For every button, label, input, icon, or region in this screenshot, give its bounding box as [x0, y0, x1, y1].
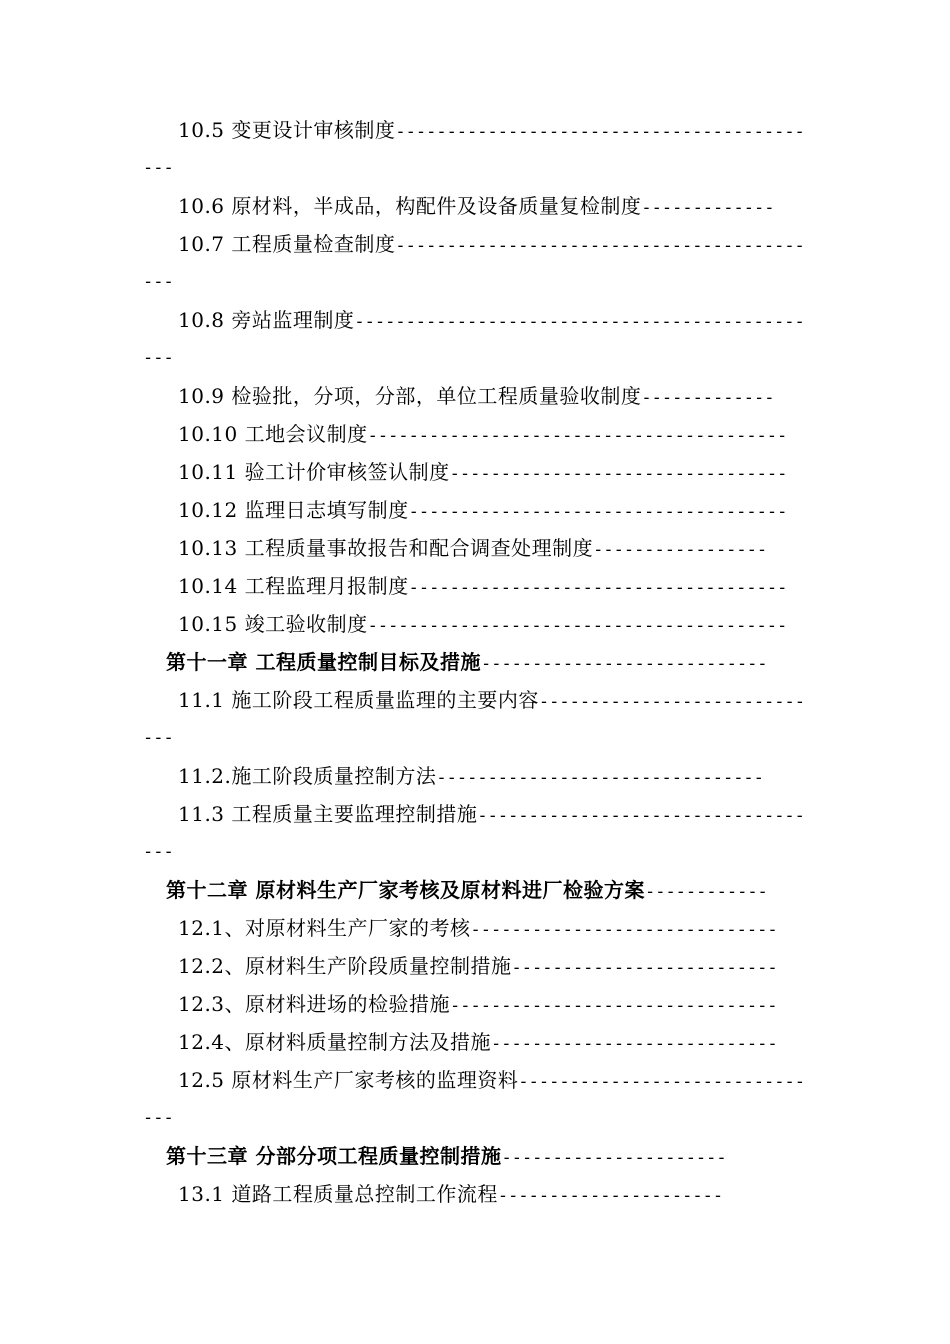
toc-leader: --------------------------: [538, 692, 805, 712]
toc-entry-title: 13.1 道路工程质量总控制工作流程: [178, 1182, 498, 1206]
toc-leader: -------------: [641, 198, 775, 218]
toc-entry-title: 10.10 工地会议制度: [178, 422, 368, 446]
toc-entry-13-1: [178, 1181, 723, 1209]
toc-entry-10-14: [178, 573, 787, 601]
toc-entry-10-10: [178, 421, 787, 449]
toc-leader-wrap: ---: [143, 728, 174, 748]
toc-entry-10-8: [178, 307, 805, 335]
toc-entry-title: 11.1 施工阶段工程质量监理的主要内容: [178, 688, 539, 712]
toc-chapter-13: [166, 1143, 727, 1171]
toc-entry-12-1: [178, 915, 778, 943]
toc-leader: -------------------------------------: [408, 502, 788, 522]
toc-chapter-12: [166, 877, 768, 905]
toc-entry-title: 11.3 工程质量主要监理控制措施: [178, 802, 478, 826]
toc-entry-title: 12.2、原材料生产阶段质量控制措施: [178, 954, 512, 978]
toc-leader: --------------------------------------------: [354, 312, 805, 332]
toc-entry-11-3: [178, 801, 805, 829]
toc-entry-12-3: [178, 991, 778, 1019]
toc-leader: ----------------------: [497, 1186, 724, 1206]
toc-leader: ----------------------------: [480, 654, 768, 674]
toc-leader: --------------------------------: [436, 768, 764, 788]
toc-entry-title: 12.3、原材料进场的检验措施: [178, 992, 451, 1016]
toc-entry-title: 11.2.施工阶段质量控制方法: [178, 764, 437, 788]
toc-leader: ----------------------------------------: [395, 236, 805, 256]
toc-entry-title: 10.6 原材料，半成品，构配件及设备质量复检制度: [178, 194, 642, 218]
toc-entry-title: 12.4、原材料质量控制方法及措施: [178, 1030, 492, 1054]
toc-leader: ----------------------: [501, 1148, 727, 1168]
toc-leader: --------------------------: [511, 958, 778, 978]
toc-leader: -------------: [641, 388, 775, 408]
toc-leader: --------------------------------: [450, 996, 778, 1016]
toc-entry-10-5: [178, 117, 805, 145]
toc-entry-title: 10.7 工程质量检查制度: [178, 232, 396, 256]
toc-entry-title: 10.12 监理日志填写制度: [178, 498, 409, 522]
toc-entry-12-2: [178, 953, 778, 981]
toc-entry-title: 10.9 检验批，分项，分部，单位工程质量验收制度: [178, 384, 642, 408]
toc-entry-10-13: [178, 535, 767, 563]
toc-leader-wrap: ---: [143, 1108, 174, 1128]
toc-chapter-title: 第十三章 分部分项工程质量控制措施: [166, 1144, 502, 1168]
toc-leader: ----------------------------: [491, 1034, 778, 1054]
toc-entry-10-12: [178, 497, 787, 525]
toc-entry-title: 10.14 工程监理月报制度: [178, 574, 409, 598]
toc-entry-10-15: [178, 611, 787, 639]
toc-entry-11-2: [178, 763, 764, 791]
toc-entry-title: 10.8 旁站监理制度: [178, 308, 355, 332]
toc-entry-10-9: [178, 383, 774, 411]
toc-leader: ------------------------------: [470, 920, 778, 940]
toc-entry-title: 12.5 原材料生产厂家考核的监理资料: [178, 1068, 519, 1092]
toc-chapter-title: 第十二章 原材料生产厂家考核及原材料进厂检验方案: [166, 878, 645, 902]
toc-leader-wrap: ---: [143, 348, 174, 368]
toc-entry-12-4: [178, 1029, 778, 1057]
toc-leader: -----------------: [593, 540, 768, 560]
toc-leader: --------------------------------: [477, 806, 805, 826]
toc-entry-12-5: [178, 1067, 805, 1095]
toc-leader-wrap: ---: [143, 158, 174, 178]
toc-entry-10-7: [178, 231, 805, 259]
toc-leader: ------------: [644, 882, 768, 902]
toc-leader: ----------------------------------------: [395, 122, 805, 142]
toc-entry-11-1: [178, 687, 805, 715]
toc-leader: -----------------------------------------: [367, 426, 788, 446]
toc-leader: -----------------------------------------: [367, 616, 788, 636]
toc-chapter-title: 第十一章 工程质量控制目标及措施: [166, 650, 481, 674]
toc-entry-title: 10.13 工程质量事故报告和配合调查处理制度: [178, 536, 594, 560]
toc-entry-10-11: [178, 459, 787, 487]
toc-entry-title: 10.5 变更设计审核制度: [178, 118, 396, 142]
toc-entry-title: 10.15 竣工验收制度: [178, 612, 368, 636]
toc-leader-wrap: ---: [143, 842, 174, 862]
toc-leader: ---------------------------------: [449, 464, 788, 484]
toc-leader: ----------------------------: [518, 1072, 805, 1092]
toc-chapter-11: [166, 649, 768, 677]
toc-leader: -------------------------------------: [408, 578, 788, 598]
toc-entry-10-6: [178, 193, 774, 221]
toc-leader-wrap: ---: [143, 272, 174, 292]
toc-entry-title: 10.11 验工计价审核签认制度: [178, 460, 450, 484]
toc-entry-title: 12.1、对原材料生产厂家的考核: [178, 916, 471, 940]
